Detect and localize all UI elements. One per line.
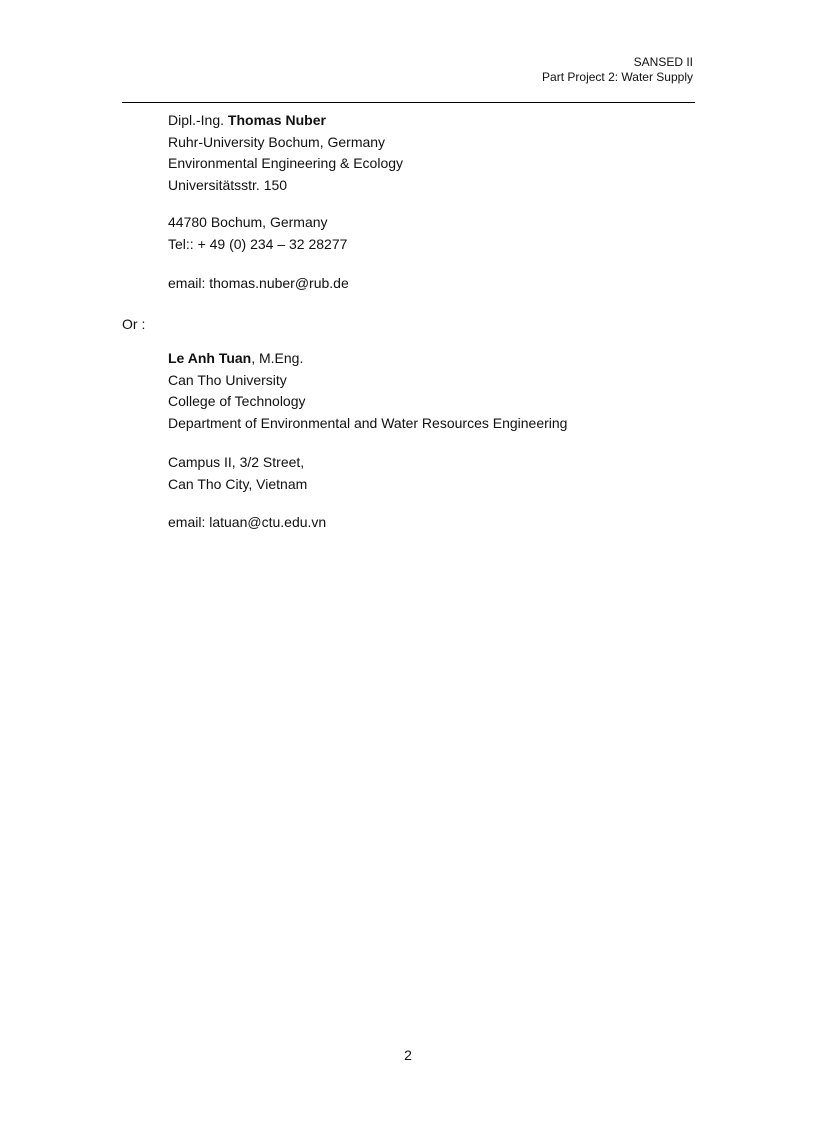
department: Environmental Engineering & Ecology: [168, 155, 404, 171]
contact-block-nuber: [168, 110, 403, 196]
title-prefix: Dipl.-Ing.: [168, 112, 228, 128]
contact-name-line: [168, 348, 567, 370]
header-title: SANSED II: [633, 55, 693, 69]
email-address: email: thomas.nuber@rub.de: [168, 275, 349, 291]
affiliation: Ruhr-University Bochum, Germany: [168, 133, 386, 150]
telephone: Tel:: + 49 (0) 234 – 32 28277: [168, 235, 348, 252]
contact-block-nuber-email: [168, 273, 349, 295]
contact-block-tuan-email: [168, 512, 326, 534]
street-address: Universitätsstr. 150: [168, 176, 288, 193]
university: Can Tho University: [168, 371, 287, 388]
contact-name: Le Anh Tuan: [168, 350, 252, 366]
running-header: [542, 55, 693, 85]
header-subtitle: Part Project 2: Water Supply: [542, 70, 693, 84]
or-separator: Or :: [122, 316, 146, 332]
city-address: 44780 Bochum, Germany: [168, 214, 328, 230]
department: Department of Environmental and Water Resources Engineering: [168, 414, 568, 431]
college: College of Technology: [168, 393, 306, 409]
campus-address: Campus II, 3/2 Street,: [168, 454, 305, 470]
city-address: Can Tho City, Vietnam: [168, 475, 308, 492]
contact-name-line: [168, 110, 403, 132]
contact-name: Thomas Nuber: [227, 112, 326, 128]
header-rule: [122, 102, 695, 103]
contact-block-nuber-address: [168, 212, 347, 255]
contact-block-tuan-address: [168, 452, 307, 495]
degree-suffix: , M.Eng.: [251, 350, 304, 366]
email-address: email: latuan@ctu.edu.vn: [168, 514, 327, 530]
contact-block-tuan: [168, 348, 567, 434]
page-number: 2: [404, 1047, 412, 1063]
